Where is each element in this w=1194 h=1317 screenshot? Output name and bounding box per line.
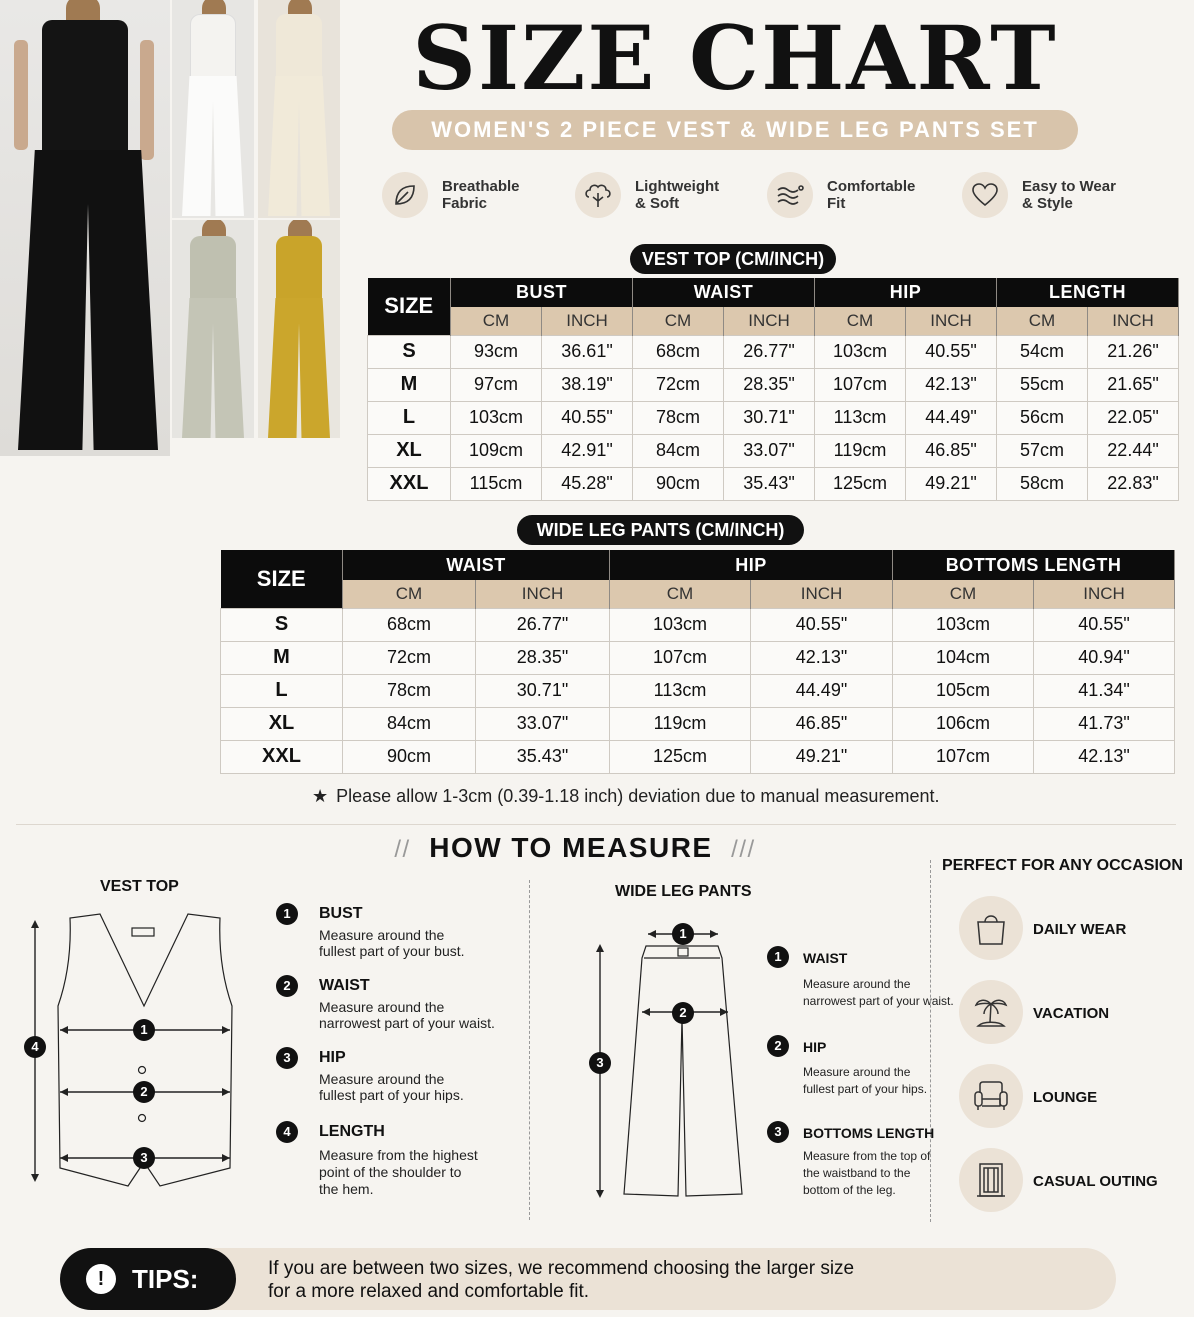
- product-photo-cream: [258, 0, 340, 218]
- table-cell: 107cm: [610, 641, 751, 674]
- occasions-title: PERFECT FOR ANY OCCASION: [942, 857, 1183, 874]
- table-cell: 41.73": [1034, 707, 1175, 740]
- table-cell: 42.13": [1034, 740, 1175, 773]
- step-number: 1: [767, 946, 789, 968]
- table-cell: 109cm: [451, 434, 542, 467]
- step-title: HIP: [803, 1039, 827, 1055]
- tips-badge: [60, 1248, 236, 1310]
- star-icon: ★: [312, 786, 329, 806]
- table-cell: 104cm: [893, 641, 1034, 674]
- unit-header: INCH: [476, 580, 610, 608]
- diagram-marker-3: 3: [589, 1052, 611, 1074]
- leaf-icon: [382, 172, 428, 218]
- product-photo-sage: [172, 220, 254, 438]
- cotton-icon: [575, 172, 621, 218]
- size-cell: L: [368, 401, 451, 434]
- vest-table-title: VEST TOP (CM/INCH): [630, 244, 836, 274]
- unit-header: CM: [893, 580, 1034, 608]
- page-subtitle: WOMEN'S 2 PIECE VEST & WIDE LEG PANTS SET: [392, 110, 1078, 150]
- table-row: [368, 434, 1179, 467]
- tips-line: for a more relaxed and comfortable fit.: [268, 1281, 590, 1302]
- size-cell: M: [368, 368, 451, 401]
- step-desc: Measure around the fullest part of your hips.: [803, 1065, 928, 1096]
- size-header: SIZE: [221, 550, 343, 608]
- table-cell: 28.35": [724, 368, 815, 401]
- feature-line2: Fit: [827, 195, 846, 212]
- step-desc: Measure from the highest point of the shoulder to the hem.: [319, 1147, 478, 1197]
- step-number: 3: [276, 1047, 298, 1069]
- column-group-header: LENGTH: [997, 278, 1179, 307]
- step-title: HIP: [319, 1049, 346, 1066]
- size-header: SIZE: [368, 278, 451, 335]
- table-row: [221, 641, 1175, 674]
- table-cell: 30.71": [724, 401, 815, 434]
- column-group-header: BOTTOMS LENGTH: [893, 550, 1175, 580]
- page-title: SIZE CHART: [412, 6, 1058, 110]
- vest-diagram-title: VEST TOP: [100, 878, 179, 895]
- feature-line1: Lightweight: [635, 178, 720, 195]
- table-cell: 72cm: [343, 641, 476, 674]
- table-cell: 36.61": [542, 335, 633, 368]
- table-row: [368, 335, 1179, 368]
- table-row: [368, 368, 1179, 401]
- table-cell: 30.71": [476, 674, 610, 707]
- occasion-label: CASUAL OUTING: [1033, 1173, 1158, 1190]
- step-number: 2: [767, 1035, 789, 1057]
- table-cell: 44.49": [751, 674, 893, 707]
- table-row: [368, 467, 1179, 500]
- table-cell: 125cm: [610, 740, 751, 773]
- table-cell: 40.55": [751, 608, 893, 641]
- size-cell: XXL: [221, 740, 343, 773]
- step-number: 4: [276, 1121, 298, 1143]
- table-cell: 103cm: [815, 335, 906, 368]
- step-desc: Measure around the narrowest part of your waist.: [803, 977, 954, 1008]
- tips-text: [268, 1257, 854, 1303]
- feature-line1: Comfortable: [827, 178, 916, 195]
- table-cell: 68cm: [633, 335, 724, 368]
- note-text: Please allow 1-3cm (0.39-1.18 inch) deviation due to manual measurement.: [336, 786, 940, 806]
- table-cell: 26.77": [724, 335, 815, 368]
- occasion-label: DAILY WEAR: [1033, 921, 1127, 938]
- how-to-measure-label: HOW TO MEASURE: [429, 832, 713, 863]
- vest-size-table: [367, 278, 1179, 501]
- diagram-marker-3: 3: [133, 1147, 155, 1169]
- table-row: [221, 674, 1175, 707]
- product-photo-black: [0, 0, 170, 456]
- step-title: WAIST: [319, 977, 370, 994]
- feature-line2: & Soft: [635, 195, 680, 212]
- unit-header: CM: [451, 307, 542, 335]
- table-cell: 103cm: [451, 401, 542, 434]
- size-cell: M: [221, 641, 343, 674]
- table-cell: 38.19": [542, 368, 633, 401]
- table-cell: 35.43": [724, 467, 815, 500]
- feature-breathable: [382, 168, 542, 222]
- unit-header: INCH: [1034, 580, 1175, 608]
- table-cell: 46.85": [751, 707, 893, 740]
- feature-line2: Fabric: [442, 195, 488, 212]
- unit-header: INCH: [724, 307, 815, 335]
- table-cell: 93cm: [451, 335, 542, 368]
- diagram-marker-1: 1: [672, 923, 694, 945]
- table-cell: 35.43": [476, 740, 610, 773]
- table-cell: 22.44": [1088, 434, 1179, 467]
- feature-comfortable: [767, 168, 927, 222]
- table-cell: 41.34": [1034, 674, 1175, 707]
- unit-header: INCH: [906, 307, 997, 335]
- feature-lightweight: [575, 168, 735, 222]
- step-number: 1: [276, 903, 298, 925]
- unit-header: INCH: [751, 580, 893, 608]
- feature-line1: Easy to Wear: [1022, 178, 1116, 195]
- armchair-icon: [959, 1064, 1023, 1128]
- diagram-marker-4: 4: [24, 1036, 46, 1058]
- column-group-header: WAIST: [343, 550, 610, 580]
- shopping-bag-icon: [959, 896, 1023, 960]
- pants-size-table: [220, 550, 1175, 774]
- table-cell: 42.13": [751, 641, 893, 674]
- step-title: WAIST: [803, 950, 848, 966]
- table-cell: 115cm: [451, 467, 542, 500]
- table-cell: 54cm: [997, 335, 1088, 368]
- size-cell: XXL: [368, 467, 451, 500]
- unit-header: INCH: [1088, 307, 1179, 335]
- table-cell: 113cm: [610, 674, 751, 707]
- product-photo-mustard: [258, 220, 340, 438]
- table-cell: 107cm: [815, 368, 906, 401]
- diagram-marker-1: 1: [133, 1019, 155, 1041]
- table-cell: 42.13": [906, 368, 997, 401]
- palm-tree-icon: [959, 980, 1023, 1044]
- table-cell: 84cm: [343, 707, 476, 740]
- step-title: BUST: [319, 905, 363, 922]
- table-cell: 46.85": [906, 434, 997, 467]
- title-deco: ///: [731, 836, 756, 863]
- occasion-label: VACATION: [1033, 1005, 1110, 1022]
- table-cell: 68cm: [343, 608, 476, 641]
- product-photo-white: [172, 0, 254, 218]
- unit-header: CM: [343, 580, 476, 608]
- table-cell: 40.55": [906, 335, 997, 368]
- table-cell: 57cm: [997, 434, 1088, 467]
- table-cell: 40.55": [542, 401, 633, 434]
- section-divider: [529, 880, 530, 1220]
- table-cell: 84cm: [633, 434, 724, 467]
- table-cell: 21.26": [1088, 335, 1179, 368]
- title-deco: //: [394, 836, 411, 863]
- diagram-marker-2: 2: [133, 1081, 155, 1103]
- tips-banner: [60, 1248, 1116, 1310]
- unit-header: INCH: [542, 307, 633, 335]
- table-row: [221, 707, 1175, 740]
- wind-icon: [767, 172, 813, 218]
- unit-header: CM: [815, 307, 906, 335]
- step-desc: Measure around the fullest part of your hips.: [319, 1071, 464, 1103]
- table-cell: 44.49": [906, 401, 997, 434]
- step-number: 2: [276, 975, 298, 997]
- diagram-marker-2: 2: [672, 1002, 694, 1024]
- section-divider: [930, 860, 931, 1222]
- column-group-header: BUST: [451, 278, 633, 307]
- table-cell: 26.77": [476, 608, 610, 641]
- table-cell: 78cm: [343, 674, 476, 707]
- table-cell: 22.05": [1088, 401, 1179, 434]
- table-cell: 125cm: [815, 467, 906, 500]
- step-title: BOTTOMS LENGTH: [803, 1125, 935, 1141]
- table-cell: 97cm: [451, 368, 542, 401]
- table-cell: 78cm: [633, 401, 724, 434]
- deviation-note: [312, 786, 939, 807]
- table-row: [368, 401, 1179, 434]
- unit-header: CM: [610, 580, 751, 608]
- step-number: 3: [767, 1121, 789, 1143]
- table-cell: 119cm: [610, 707, 751, 740]
- pants-diagram: [590, 918, 760, 1202]
- table-cell: 33.07": [724, 434, 815, 467]
- size-cell: L: [221, 674, 343, 707]
- table-cell: 42.91": [542, 434, 633, 467]
- table-cell: 56cm: [997, 401, 1088, 434]
- table-cell: 21.65": [1088, 368, 1179, 401]
- feature-line1: Breathable: [442, 178, 520, 195]
- table-row: [221, 608, 1175, 641]
- column-group-header: HIP: [815, 278, 997, 307]
- feature-line2: & Style: [1022, 195, 1073, 212]
- pants-diagram-title: WIDE LEG PANTS: [615, 883, 752, 900]
- tips-label: TIPS:: [132, 1264, 199, 1294]
- table-cell: 106cm: [893, 707, 1034, 740]
- table-row: [221, 740, 1175, 773]
- column-group-header: HIP: [610, 550, 893, 580]
- divider: [16, 824, 1176, 825]
- table-cell: 90cm: [633, 467, 724, 500]
- heart-icon: [962, 172, 1008, 218]
- table-cell: 49.21": [751, 740, 893, 773]
- size-cell: XL: [221, 707, 343, 740]
- tips-line: If you are between two sizes, we recommend choosing the larger size: [268, 1258, 855, 1279]
- table-cell: 22.83": [1088, 467, 1179, 500]
- how-to-measure-title: [390, 832, 760, 864]
- step-title: LENGTH: [319, 1123, 385, 1140]
- table-cell: 105cm: [893, 674, 1034, 707]
- size-cell: S: [368, 335, 451, 368]
- exclamation-icon: !: [86, 1264, 116, 1294]
- table-cell: 40.94": [1034, 641, 1175, 674]
- table-cell: 40.55": [1034, 608, 1175, 641]
- table-cell: 58cm: [997, 467, 1088, 500]
- step-desc: Measure around the fullest part of your bust.: [319, 927, 465, 959]
- table-cell: 103cm: [610, 608, 751, 641]
- table-cell: 103cm: [893, 608, 1034, 641]
- column-group-header: WAIST: [633, 278, 815, 307]
- feature-easy-wear: [962, 168, 1132, 222]
- table-cell: 107cm: [893, 740, 1034, 773]
- door-icon: [959, 1148, 1023, 1212]
- unit-header: CM: [997, 307, 1088, 335]
- size-cell: XL: [368, 434, 451, 467]
- table-cell: 33.07": [476, 707, 610, 740]
- step-desc: Measure around the narrowest part of your waist.: [319, 999, 495, 1031]
- table-cell: 28.35": [476, 641, 610, 674]
- table-cell: 90cm: [343, 740, 476, 773]
- table-cell: 49.21": [906, 467, 997, 500]
- unit-header: CM: [633, 307, 724, 335]
- table-cell: 72cm: [633, 368, 724, 401]
- table-cell: 113cm: [815, 401, 906, 434]
- step-desc: Measure from the top of the waistband to the bottom of the leg.: [803, 1149, 931, 1197]
- size-cell: S: [221, 608, 343, 641]
- occasion-label: LOUNGE: [1033, 1089, 1098, 1106]
- vest-shape: [42, 20, 128, 170]
- table-cell: 119cm: [815, 434, 906, 467]
- table-cell: 55cm: [997, 368, 1088, 401]
- pants-table-title: WIDE LEG PANTS (CM/INCH): [517, 515, 804, 545]
- table-cell: 45.28": [542, 467, 633, 500]
